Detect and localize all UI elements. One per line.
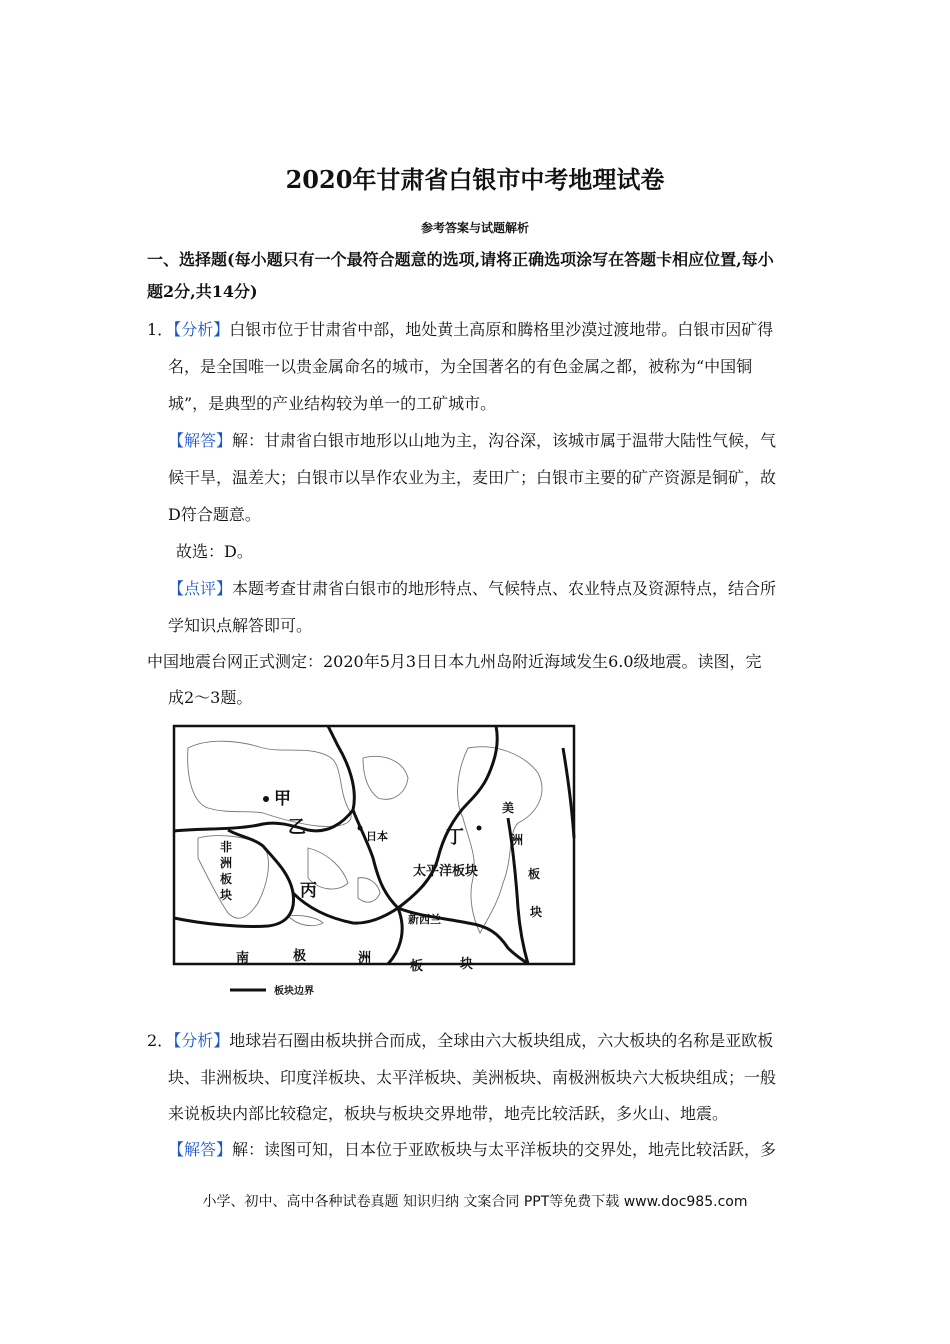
section-heading-line: 题2分,共14分) [147,282,258,301]
analysis-tag: 【分析】 [173,1031,230,1050]
question-number: 1． [147,320,174,339]
page-footer: 小学、初中、高中各种试卷真题 知识归纳 文案合同 PPT等免费下载 www.doc985.com [202,1194,748,1210]
analysis-text: 城”，是典型的产业结构较为单一的工矿城市。 [168,394,497,413]
label-ding: 丁 [446,827,464,848]
answer-tag: 【解答】 [168,1140,233,1159]
label-jia: 甲 [274,789,291,809]
intro-text: 中国地震台网正式测定：2020年5月3日日本九州岛附近海域发生6.0级地震。读图，完 [147,652,762,671]
label-america: 洲 [511,833,524,847]
q2-first-line [147,1031,773,1051]
analysis-text: 来说板块内部比较稳定，板块与板块交界地带，地壳比较活跃，多火山、地震。 [168,1104,729,1123]
label-america: 美 [502,801,515,815]
label-america: 板 [528,867,541,881]
label-bing: 丙 [300,881,317,901]
comment-tag: 【点评】 [168,579,233,598]
answer-text: 解：读图可知，日本位于亚欧板块与太平洋板块的交界处，地壳比较活跃，多 [232,1140,777,1159]
page-title: 2020年甘肃省白银市中考地理试卷 [285,165,665,194]
question-number: 2． [147,1031,174,1050]
label-africa: 块 [220,888,233,902]
legend-label: 板块边界 [274,986,314,997]
analysis-text: 地球岩石圈由板块拼合而成，全球由六大板块组成，六大板块的名称是亚欧板 [229,1031,774,1050]
label-new-zealand: 新西兰 [408,913,441,926]
analysis-tag: 【分析】 [173,320,230,339]
answer-text: D符合题意。 [168,505,261,524]
answer-first-line [168,1140,776,1160]
location-dot-jia [263,796,269,802]
comment-text: 本题考查甘肃省白银市的地形特点、气候特点、农业特点及资源特点，结合所 [232,579,777,598]
section-heading-line: 一、选择题(每小题只有一个最符合题意的选项,请将正确选项涂写在答题卡相应位置,每小 [147,250,774,269]
answer-first-line [168,431,776,451]
answer-text: 候干旱，温差大；白银市以旱作农业为主，麦田广；白银市主要的矿产资源是铜矿，故 [168,468,777,487]
location-dot-ding [477,826,482,831]
label-america: 块 [530,905,543,919]
location-dot-japan [358,826,363,831]
section-heading [147,244,817,308]
choice-text: 故选：D。 [176,542,253,561]
comment-first-line [168,579,776,599]
answer-text: 解：甘肃省白银市地形以山地为主，沟谷深，该城市属于温带大陆性气候，气 [232,431,777,450]
comment-text: 学知识点解答即可。 [168,616,313,635]
label-africa: 非 [220,840,233,854]
answer-tag: 【解答】 [168,431,233,450]
q1-first-line [147,320,773,340]
label-antarctic: 洲 [358,951,372,966]
analysis-text: 名，是全国唯一以贵金属命名的城市，为全国著名的有色金属之都，被称为“中国铜 [168,357,753,376]
label-africa: 洲 [220,856,233,870]
label-pacific-plate: 太平洋板块 [413,864,479,879]
label-antarctic: 南 [236,951,250,966]
analysis-text: 块、非洲板块、印度洋板块、太平洋板块、美洲板块、南极洲板块六大板块组成；一般 [168,1068,777,1087]
intro-text: 成2～3题。 [168,688,253,707]
label-antarctic: 块 [460,957,474,972]
label-japan: 日本 [366,830,388,843]
analysis-text: 白银市位于甘肃省中部，地处黄土高原和腾格里沙漠过渡地带。白银市因矿得 [229,320,774,339]
page-subtitle: 参考答案与试题解析 [420,221,529,235]
label-antarctic: 板 [410,959,424,974]
label-africa: 板 [220,872,233,886]
label-antarctic: 极 [293,949,307,964]
plate-boundary-map [168,718,581,1000]
label-yi: 乙 [288,817,306,838]
